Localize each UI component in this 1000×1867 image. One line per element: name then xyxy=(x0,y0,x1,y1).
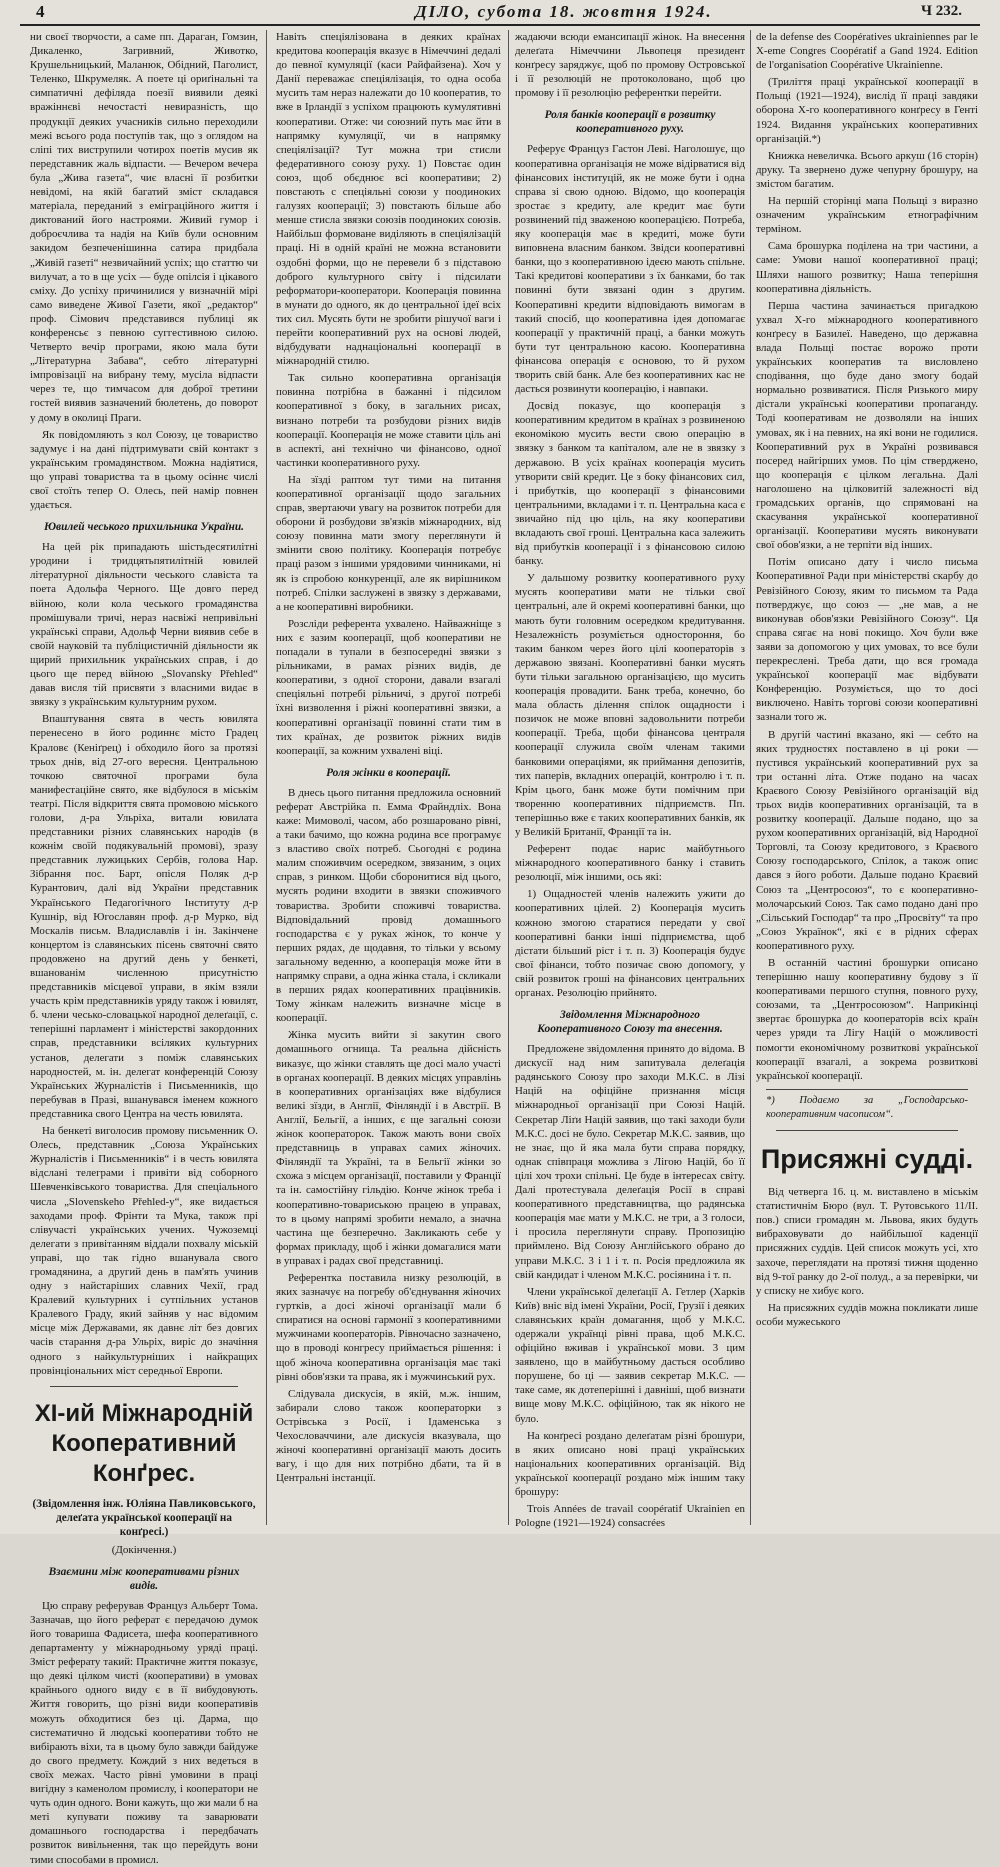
paragraph: Цю справу реферував Француз Альберт Тома. Зазначав, що його реферат є передачою думок його товариша Фадисета, шефа кооперативного департаменту у міжнародньому уряді праці. Зміст реферату такий: Практичне життя показує, що деякі цілком чисті (кооперативи) в умовах крайнього одного виду є в її вибудовують. Життя говорить, що різні види кооперативів можуть обходитися без ці. Дарма, що систематично й людські кооперативи тобто не вибірають віхи, та в цьому було завжди байдуже до свого предмету. Кождий з них ведеться в своїх межах. Часто рівні умовини в праці вигідну з каменолом промислу, і кооператори не чуть один одного. Вони кажуть, що жи мали б на меті купувати поживу та заварювати домашнього господарства і передбачать розвиток вивільнення, так що перейдуть вони тими способами в промисл. xyxy=(30,1599,258,1866)
paragraph: Реферує Француз Гастон Леві. Наголошує, що кооперативна організація не може відірватися від фінансових інституцій, як не може бути і одна справа зі свою одною. Відомо, що кооперація зростає з кредиту, але кредит має бути розвинений під зваженою кооперацією. Потреба, яку кооперація має в кредиті, може бути виповнена власним банком. Звідси кооперативні банки, що з кооперативною ідеєю мають спільне. Такі кредитові кооперативи з їх банками, бо так повинні бути звязані один з другим. Кооперативні кредити відповідають вимогам в такий спосіб, що кооперативна ідея допомагає кооперації у практичній праці, а банки можуть бути тут центральною касою. Кооперативна фінансова операція є основою, то й рухом творить свій банк. Але без кооперативних кас не дасться розвинути кооперацію, і навпаки. xyxy=(515,143,745,396)
paragraph: Досвід показує, що кооперація з кооперативним кредитом в країнах з розвиненою економікою мусить вести свою операцію в звязку з банком та капіталом, але не в звязку з державою. В усіх країнах кооперація мусить утворити свій кредит. Це з боку фінансових сил, і прибутків, що кооперації з фінансовими центральними, вкладами і т. п. Центральна каса є звичайно під цю ціль, на яку кооперативи вкладають свої гроші. Центральна каса залежить від прибутків кооперації і з фінансовою силою банку. xyxy=(515,400,745,568)
paragraph: Книжка невеличка. Всього аркуш (16 сторін) друку. Та звернено дуже чепурну брошуру, на змістом багатим. xyxy=(756,149,978,190)
footnote: *) Подаємо за „Господарсько-кооперативним часописом“. xyxy=(766,1089,968,1122)
masthead xyxy=(20,2,980,26)
column-1 xyxy=(30,30,258,1866)
separator xyxy=(776,1130,958,1131)
issue-number: Ч 232. xyxy=(920,3,962,19)
section-heading: Роля жінки в кооперації. xyxy=(326,766,451,779)
newspaper-title: ДІЛО, субота 18. жовтня 1924. xyxy=(415,2,713,21)
paragraph: На зїзді раптом тут тими на питання кооперативної організації щодо загальних справ, звертаючи увагу на розвиток потреби для оборони й розбудови зв'язків міжнародних, від союзу повинна мати змогу переглянути й змінити свою політику. Кооперація потребує праці разом з іншими урядовими чинниками, ні як із спробою конкуренції, але як вирішником потреб. Спілки заслужені в звязку з державами, а не кооперативні виробники. xyxy=(276,473,501,613)
paragraph: В останній частині брошурки описано теперішню нашу кооперативну будову з її кооперативами першого ступня, повного руху, союзами, та „Центросоюзом“. Наприкінці звертає брошурка до кооператорів всіх країн через уряди та Лігу Націй о можливості помогти економічному розвиткові української кооперації взагалі, а зокрема розвиткові української кооперації. xyxy=(756,957,978,1082)
paragraph: Члени української делеґації А. Гетлер (Харків Київ) вніс від імені України, Росії, Грузії і деяких славянських країн домагання, щоб у М.К.С. одержали українці рівні права, щоб М.К.С. офіційно вживав і української мови. 3 цим заявлено, що в майбутньому дасться особливо порушене, бо ці — заявив секретар М.К.С. — таке саме, як дотеперішні і давніші, щоб визнати вище мову М.К.С. офіційною, так як нікого не було. xyxy=(515,1285,745,1425)
article-headline: Присяжні судді. xyxy=(760,1144,974,1175)
column-3 xyxy=(515,30,745,1530)
paragraph: Предложене звідомлення принято до відома. В дискусії над ним запитувала делеґація радянського Союзу про заходи М.К.С. в Лізі Націй на офіційне признання місця міжнародньої організації при Союзі Націй. Секретар Ліґи Націй заявив, що такі заходи були М.К.С. досі не було. Секретар М.К.С. заявив, що не знає, що й яка мала бути справа порядку, однак співпраця можлива з Лігою Націй, бо її цілі хоч трохи спільні. Це буде в інтересах світу. Далі протестувала делеґація Росії в справі кооперативного представництва, що радянська кооперація має мати у М.К.С. не три, а 3 голоси, і просила переглянути справу. Пропозицію приймлено. Від Союзу Англійського обрано до управи М.К.С. 3 і 1 і т. п. Росія предложила як свій кандидат і членом М.К.С. росіянина і т. п. xyxy=(515,1043,745,1281)
column-divider xyxy=(508,30,509,1525)
section-heading: Роля банків кооперації в розвитку кооперативного руху. xyxy=(544,109,716,136)
paragraph: В другій частині вказано, які — себто на яких трудностях поставлено в ці роки — пустився український кооперативний рух за три останні літа. Отже подано на часах Краєвого Союзу Ревізійного організацій від трьох видів кооперативних організацій, та в розвитку кооперації. Дальше подано, що за рухом кооперативних організацій, від Народної Торговлі, та Союзу кредитового, з Краєвого Союзу господарського, Спілок, а також опис дався з його роботи. Дальше подано Краєвий Союз та „Центросоюз“, то є кооперативно-молочарський Союз. Так само подано дані про „Сільський Господар“ та про „Просвіту“ та про „Союз Українок“, які є в рідних сферах кооперативного руху. xyxy=(756,728,978,952)
column-4 xyxy=(756,30,978,1530)
paragraph: Сама брошурка поділена на три частини, а саме: Умови нашої кооперативної праці; Шляхи нашого розвитку; Наша теперішня кооперативна діяльність. xyxy=(756,240,978,295)
paragraph: ни своєї творчости, а саме пп. Дараган, Гомзин, Дикаленко, Загривний, Животко, Крушельницький, Маланюк, Обідний, Паголист, Теленко, Шкрумеляк. А поете ці ориґінальні та симпатичні дефіляда поезії виявили деякі вражіннєві нечостасті невиразність, що продукції деяких учасників сильно переходили межі всього рода поступів так, що з оглядом на сліпі тих виструпили чотирох поетів мусив як передставник жаль відпасти. — Вечером вечера була „Жива газета“, чиє власні її розбитки невідомі, на якій багатий зміст складався матеріала, переданий з еміграційного життя і диктований його настроями. Живий гумор і доброєчлива та надія на Київ були основним закидом безпеченішинна сатира придбала „Живій газеті“ незвичайний успіх; що статтю чи вилучат, а то в ще усіх — буде опілсія і цікавого сміху. До успіху причинилися у визначній мірі само виведене Живої Газети, якої „редактор“ проф. Сімович представився публиці як конференсьє з певною суггестивною силою. Четверто вечір програми, якою мала бути „Літературна Забава“, себто літературні імпровізації на вибрану тему, мусіла відпасти через те, що тимчасом для доброї третини гостей виявив зазначений бюлетень, до поворот у дому в околиці Праги. xyxy=(30,31,258,424)
paragraph: На цей рік припадають шістьдесятилітні уродини і тридцятьпятилітній ювилей літературної діяльности чеського славіста та поета Адольфа Черного. Ще довго перед війною, коли кола чеського громадянства промішували тричі, нераз насвіжі непривільні українські справи, Адольф Черни виявив себе в своїй науковій та публіцистичній діяльности як щирий прихильник українських справ, і до цього ще перед війною „Slovansky Přehled“ давав висля тій присвяти з власними видає в звязку з українським культурним рухом. xyxy=(30,541,258,709)
continuation-note: (Докінчення.) xyxy=(111,1543,177,1556)
article-headline: XI-ий Міжнародній Кооперативний Конґрес. xyxy=(34,1399,254,1487)
column-divider xyxy=(750,30,751,1525)
paragraph: Референт подає нарис майбутнього міжнародного кооперативного банку і ставить резолюції, між іншими, ось які: xyxy=(515,843,745,884)
column-2 xyxy=(276,30,501,1530)
paragraph: На конґресі роздано делеґатам різні брошури, в яких описано нові праці українських національних кооперативних організацій. Від української кооперації роздано між іншим таку брошуру: xyxy=(515,1429,745,1498)
paragraph: Перша частина зачинається пригадкою ухвал Х-го міжнародного кооперативного конґресу в Базилеї. Наведено, що державна влада Польщі постає ворожо проти українських кооператив та висловлено сподівання, що буде дано змогу бодай нормально розвиватися. Після Ризького миру дістали українські кооперативи пропаганду. Тоді кооперативам не дозволяли на інших умовах, як і на певних, на які вони не годилися. Кооперативний рух в Україні розвивався посеред найгірших умов. По цім стверджено, що кооперація є цілком легальна. Далі наголошено на цілковитій залежності від громадських органів, що спрямовані на скасування української кооперативної організації. Кооперативи мусять виконувати свої обов'язки, а не терпіти від інших. xyxy=(756,299,978,552)
paragraph: Розсліди референта ухвалено. Найважніще з них є зазим кооперації, щоб кооперативи не попадали в тупали в безпосередні звязки з рільниками, в рамах різних видів, де кооперативи, з одної сторони, давали взагалі спеціяльні потребі рільничі, з другої потребі їхні визволення і ріжні кооперативні звязки, а кооперативні організації повинні стати тим в тих країнах, де розвиток ріжних видів кооперації, за кожним ухвалені віці. xyxy=(276,617,501,757)
paragraph: В днесь цього питання предложила основний реферат Австрійка п. Емма Фрайндліх. Вона каже: Мимоволі, часом, або розшаровано рівні, а таки бачимо, що кожна родина все програмує з властиво своїх потреб. Сьогодні є родина малим споживчим осередком, звязаним, з оцих справ, з ринком. Щоби сборонитися від цього, мусять родини входити в звязки споживчого товариства. Зробити споживчі товариства. Відповідальний провід домашнього господарства є у руках жінок, то конче у перших рядах, де щодавня, то тільки у всьому загальному веденню, а кооперація може йти в напрямку справи, а одна жінка стала, і скликали в перших рядах кооперативних працівників. Тому жінкам належить визначне місце в кооперації. xyxy=(276,786,501,1025)
separator xyxy=(50,1386,238,1387)
paragraph: Навіть спеціялізована в деяких країнах кредитова кооперація вказує в Німеччині дедалі до певної кумуляції (каси Райфайзена). Хоч у Данії переважає спеціялізація, то одна особа мусить там нераз належати до 10 кооператив, то вже в Ірландії з успіхом працюють кумулятивні кооперативи. Отже: чи союзний путь має йти в напрямку кумуляції, чи в напрямку спеціялізації? Тут можна три стисли федеративного союзу руху. 1) Повстає один союз, щоб обєднює всі кооперативи; 2) повстають с спеціяльні союзи у поодиноких галузях кооперації; 3) повстають більше або менше стисла звязки союзів поодиноких союзів. Найбільш формоване виділяють в спеціялізацій праці. Ні в одній країні не можна встановити оздобні форми, що не перевели б з підставою доброго культурного світу і підсилати реформатори-кооператори. Кооперація повинна в мунати до одного, як до центральної ідеї всіх тих сил. Мусять бути не зробити рішучої ваги і перейти кооперативний рух на основі людей, відбудувати наднаціональні кооперації в міжнародній стилю. xyxy=(276,31,501,368)
page-number: 4 xyxy=(36,2,45,21)
paragraph: На присяжних суддів можна покликати лише особи мужеського xyxy=(756,1301,978,1328)
paragraph: Жінка мусить вийти зі закутин свого домашнього огнища. Та реальна дійсність виказує, що жінки ставлять ще досі мало участі в органах кооперації. В деяких місцях управлінь в кооперативних організаціях вже відбулися великі зїзди, в Англії, Фінляндії і в Австрії. В Англії, Бельгії, а інших, є ще загальні союзи жінок кооператорок. Також мають вони своїх представниць в управах самих жіночих. Фінляндії та Україні, та в Бельгії жінки зо схожа з місцем організації, поставили у Франції та ін. самостійну гільдію. Конче жінок треба і кооперативно-товариською працею в управах, то в цьому напрямі зробити немало, а значна частина ще безперечно. Закликають себе у формах прикладу, щоб і жінки домагалися мати в управах і радах свої представниці. xyxy=(276,1029,502,1267)
paragraph: Від четверга 16. ц. м. виставлено в міськім статистичнім Бюро (вул. Т. Рутовського 11/II. пов.) списи громадян м. Львова, яких будуть вибраховувати до найбільшої каденції присяжних суддів. Цей список можуть усі, хто захоче, переглядати на протязі тижня щоденно від 9-тої ранку до 2-ої полуд., а за перевірки, чи у списку не хибує кого. xyxy=(756,1186,978,1297)
paragraph: На першій сторінці мапа Польщі з виразно означеним українським етнографічним терміном. xyxy=(756,195,978,236)
paragraph: Слідувала дискусія, в якій, м.ж. іншим, забирали слово також кооператорки з Острівська з Росії, і Ідаменська з Чехословаччини, але дискусія вказувала, що жіночі кооперативні організації мають досить вагу, і що для них потрібно дбати, та й в Центральні інстанції. xyxy=(276,1387,501,1485)
article-heading: Ювилей чеського прихильника України. xyxy=(43,521,245,534)
paragraph: de la defense des Coopératives ukrainiennes par le X-eme Congres Coopératif a Gand 1924. Edition de l'organisation Coopérative Ukrainienne. xyxy=(756,31,978,72)
article-byline: (Звідомлення інж. Юліяна Павликовського, делеґата української кооперації на конґресі.) xyxy=(32,1497,256,1538)
paragraph: Так сильно кооперативна організація повинна потрібна в бажанні і підсилом кооперативної з боку, в загальних рисах, визнано потреби та розбудови різних видів кооперації. Кооперація не може ставити ціль ані в аспекті, ані технічно чи фінансово, одної частинки кооперативного руху. xyxy=(276,372,501,469)
paragraph: Як повідомляють з кол Союзу, це товариство задумує і на дані підтримувати свій контакт з українським громадянством. Можна надіятися, що управі товариства та в цьому осіннє числі свої стоїть тепер О. Олесь, пей намір повнен удається. xyxy=(30,428,258,512)
paragraph: жадаючи всюди емансипації жінок. На внесення делеґата Німеччини Львопеця президент конґресу заряджує, щоб по промову Островської і її резолюцій не протоколовано, щоб цю промову і її резолюцію референтки перейти. xyxy=(515,31,745,100)
section-heading: Взаємини між кооперативами різних видів. xyxy=(48,1565,240,1592)
paragraph: Впаштування свята в честь ювилята перенесено в його родиннє місто Градец Краловє (Кеніґрец) і обходило його за протязі трьох днів, від 27-ого вересня. Центральною точкою святочної програми була манифестаційне свято, яке відбулося в міськім театрі. Після відкриття свята промовою міського голови, д-ра Ульріха, витали ювилата представники різних славянських народів (в кожнім своїй подякувальній промові), зразу представник лужицьких Сербів, голова Нар. Зібрання пос. Барт, опісля Поляк д-р Курантович, далі від України представник Українського Педагогічного Інституту д-р Кушнір, від Югославян проф. д-р Мурко, від Москалів письм. Владиславлів і ін. Закінчене концертом із славянських пісень святочні свято продовжено на другий день у бенкеті, вшанованім численною присутністю представників місцевої управи, в якім взяли участь крім представників уряду також і ювилят, б. члени чесько-словацької народної делеґації, с. теперішні парламент і міністерстві закордонних справ, представники всіляких культурних установ, делегати з поміж славянських народностей, м. ін. делегат конференцій Союзу Українських Журналістів і Письменників, що перебував в Празі, вшанувався іменем кожного представника свого Центра на честь ювилята. xyxy=(30,713,258,1120)
paragraph: (Триліття праці української кооперації в Польщі (1921—1924), вислід її праці завдяки оборона Х-го кооперативного конґресу в Генті 1924. Видання українських кооперативних організацій.*) xyxy=(756,76,978,145)
column-divider xyxy=(266,30,267,1525)
paragraph: 1) Ощадностей членів належить ужити до кооперативних цілей. 2) Кооперація мусить кожною змогою старатися передати у свої кооперативні банки інші підприємства, щоб дістати більший ріст і т. п. 3) Кооперація будує свої фінанси, тобто позичає свою допомогу, у свій розвиток гроші на фінансових центральних органах. Резолюцію прийнято. xyxy=(515,888,745,999)
section-heading: Звідомлення Міжнародного Кооперативного Союзу та внесення. xyxy=(537,1009,723,1036)
paragraph: Потім описано дату і число письма Кооперативної Ради при міністерстві скарбу до Ревізійного Союзу, яким то письмом та Рада потверджує, що союз — „не мав, а не виконував обов'язки Ревізійного Союзу“. Ця справа сягає на нові покищо. Хоч були вже заяви за допомогою у цих умовах, то все були перекреслені. Треба дати, що вся громада української кооперації має відбувати Конференцію. Розуміється, що то досі виключено. Навіть торгові союзи кооперативні зазнали того ж. xyxy=(756,556,978,724)
paragraph: Trois Années de travail coopératif Ukrainien en Pologne (1921—1924) consacrées xyxy=(515,1503,745,1530)
paragraph: У дальшому розвитку кооперативного руху мусять кооперативи мати не тільки свої центральні, але й окремі кооперативні банки, що мають бути головним осередком кредитування. Незалежність розуміється одностороння, бо таким банком через його цілі кооператорів з державою звязані. Кооперативні банки мусять бути тільки загальною організацією, що мусить кооперація провадити. Банк треба, конечно, бо мала область ділення спілок ощадности і позичок не може вповні задовольнити потреби кооперації. Треба, щоби фінансова централя кооперації служила своїм членам такими банковими операціями, як приймання депозитів, тих паперів, вкладних операцій, контролю і т. п. Крім цього, банк може бути помічним при творенню кооперативних підприємств. Пп. теперішньо вже є таких кооперативних банків, як у Великій Британії, Франції та ін. xyxy=(515,572,745,838)
paragraph: На бенкеті виголосив промову письменник О. Олесь, представник „Союза Українських Журналістів і Письменників“ і в честь ювилята відслані телеграми і привіти від соборного Шевченківського товариства. Для спеціального числа „Slovenskeho Přehled-y“, яке видається заходами проф. Фрінти та Мука, також прі слівучасті українських учених. Чужоземці делегати з привітанням віддали похвалу міській управі, що так гідно вшанувала свого громадянина, а другий день в пам'ять учинив одну з найстаріших славних Чехії, град Кралевий культурних і сутпільних установ Кралевого Граду, який зайняв у нас відомим місце між Державами, як давнє літ без довгих часів старання д-ра Ульріх, виріс до значіння одного з найкультурніших і найкращих провінціональних міст середньої Европи. xyxy=(30,1125,258,1377)
paragraph: Референтка поставила низку резолюцій, в яких зазначує на погребу об'єднування жіночих гуртків, а досі жіночі організації мали б спиратися на основі гармонії з кооперативними мужчинами кооператорів. Рівночасно зазначено, що в проводі конгресу приймається рішення: і щоб жіноча кооперативна організація має такі рівні обов'язки та права, як і мужчинський рух. xyxy=(276,1271,501,1383)
